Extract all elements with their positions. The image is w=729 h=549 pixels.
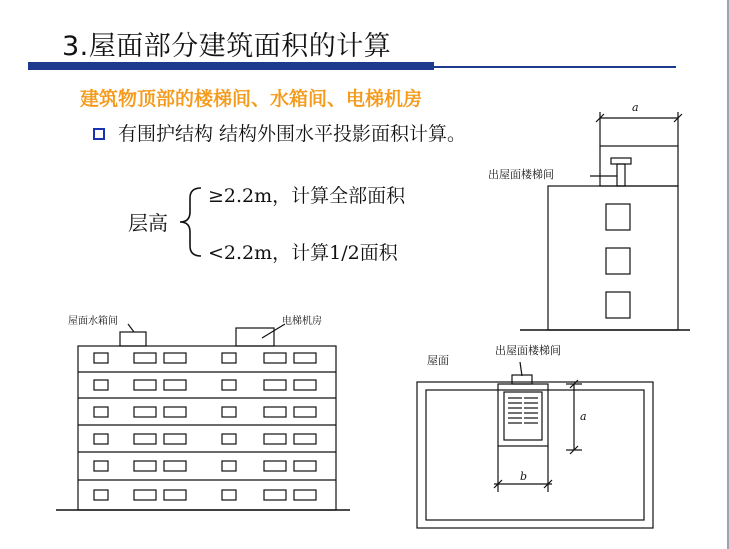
slide-title: 3.屋面部分建筑面积的计算 [62, 31, 392, 62]
dim-a-plan: a [580, 410, 587, 423]
label-stair-elevation: 出屋面楼梯间 [488, 168, 554, 181]
slide-subtitle: 建筑物顶部的楼梯间、水箱间、电梯机房 [80, 88, 423, 110]
dim-b-plan: b [520, 470, 528, 483]
label-elevator-room: 电梯机房 [282, 316, 322, 327]
condition-half-area: <2.2m，计算1/2面积 [208, 242, 398, 264]
curly-brace [180, 188, 201, 256]
condition-label: 层高 [128, 211, 168, 235]
bullet-text: 有围护结构 结构外围水平投影面积计算。 [118, 123, 467, 145]
diagram-stair-elevation [520, 112, 690, 330]
label-stair-plan: 出屋面楼梯间 [495, 344, 561, 357]
label-roof: 屋面 [427, 354, 449, 367]
condition-full-area: ≥2.2m，计算全部面积 [208, 185, 406, 207]
label-water-tank: 屋面水箱间 [68, 316, 118, 327]
dim-a-elevation: a [632, 101, 639, 114]
diagram-building-elevation [56, 324, 350, 510]
diagram-roof-plan [417, 362, 653, 528]
